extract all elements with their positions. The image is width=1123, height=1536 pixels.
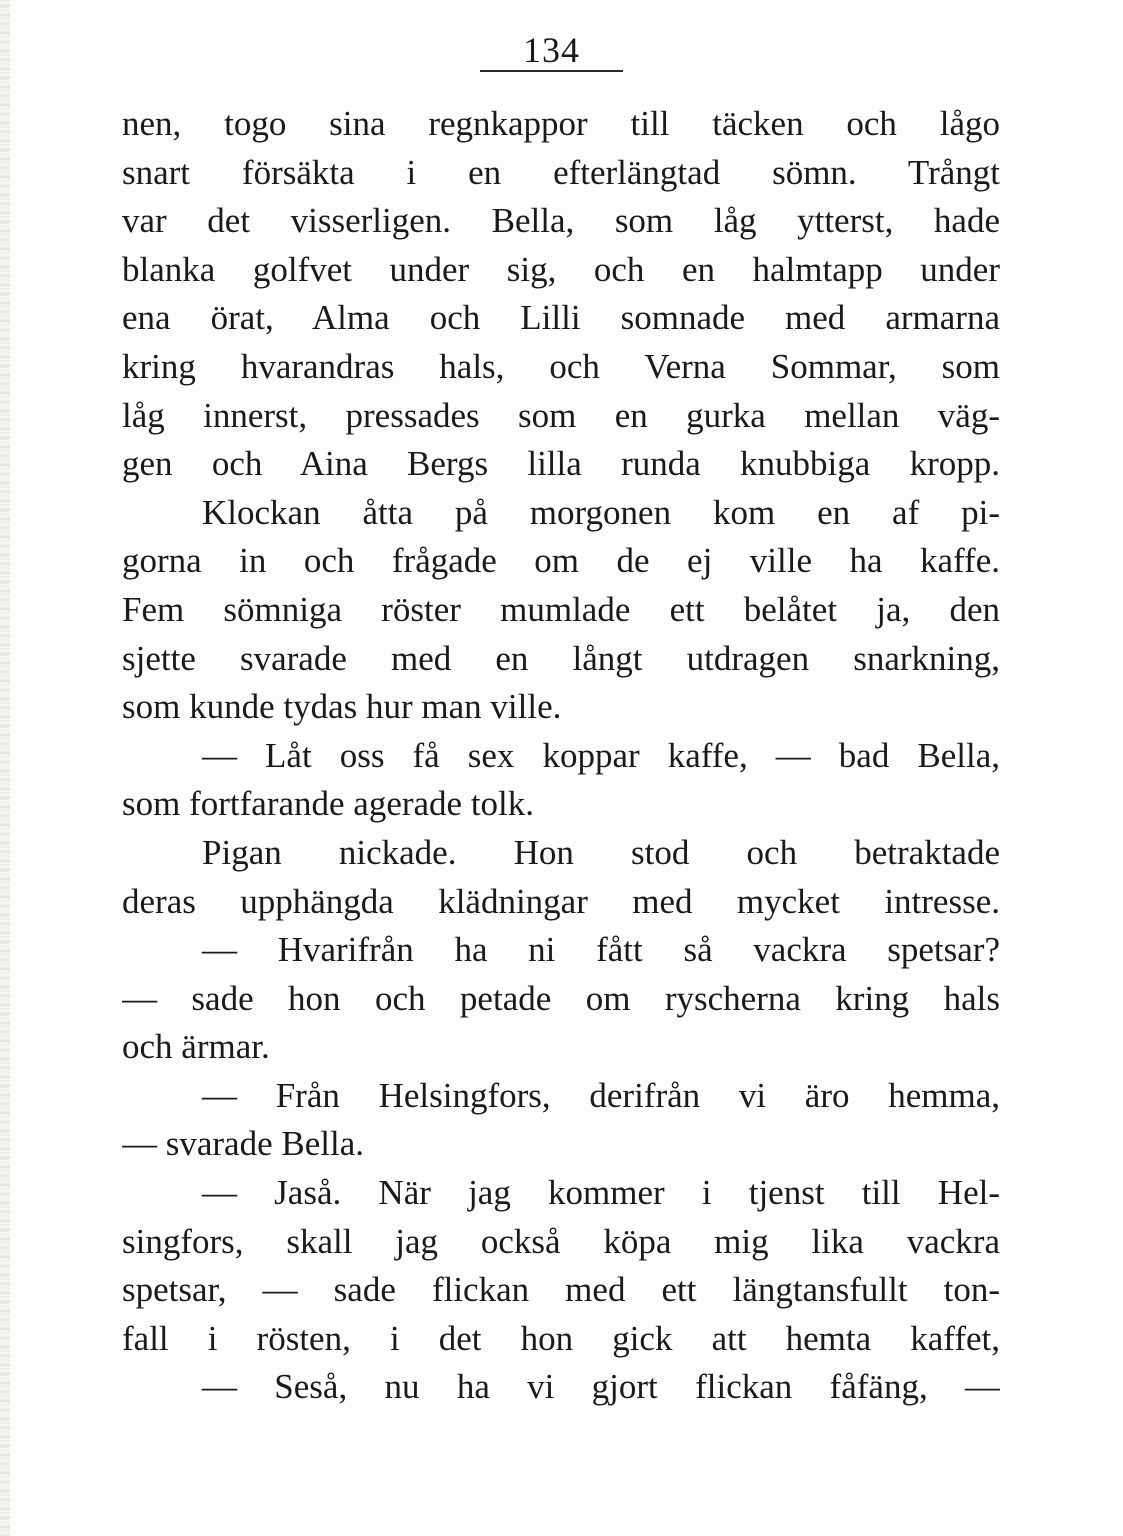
text-line: som fortfarande agerade tolk. — [122, 784, 535, 824]
text-line: sjette svarade med en långt utdragen snarkning, — [122, 638, 1000, 678]
text-line: låg innerst, pressades som en gurka mellan väg- — [122, 395, 1000, 435]
text-line: — Jaså. När jag kommer i tjenst till Hel- — [202, 1173, 1000, 1213]
page-number: 134 — [523, 30, 580, 70]
text-line: — Seså, nu ha vi gjort flickan fåfäng, — — [202, 1367, 1000, 1407]
text-line: gen och Aina Bergs lilla runda knubbiga kropp. — [122, 444, 1000, 484]
text-line: — Från Helsingfors, derifrån vi äro hemma, — [202, 1075, 1000, 1115]
text-line: ena örat, Alma och Lilli somnade med armarna — [122, 298, 1000, 338]
text-line: Klockan åtta på morgonen kom en af pi- — [202, 492, 1000, 532]
text-line: — Låt oss få sex koppar kaffe, — bad Bella, — [202, 735, 1000, 775]
text-line: deras upphängda klädningar med mycket intresse. — [122, 881, 1000, 921]
page-number-rule — [480, 70, 623, 72]
text-line: blanka golfvet under sig, och en halmtapp under — [122, 249, 1000, 289]
page-edge-shadow — [0, 0, 10, 1536]
text-line: var det visserligen. Bella, som låg ytterst, hade — [122, 201, 1000, 241]
text-line: singfors, skall jag också köpa mig lika vackra — [122, 1221, 1000, 1261]
text-line: Fem sömniga röster mumlade ett belåtet ja, den — [122, 589, 1000, 629]
text-line: nen, togo sina regnkappor till täcken och lågo — [122, 104, 1000, 143]
text-line: fall i rösten, i det hon gick att hemta kaffet, — [122, 1318, 1000, 1358]
text-line: gorna in och frågade om de ej ville ha kaffe. — [122, 541, 1000, 581]
text-line: spetsar, — sade flickan med ett längtansfullt ton- — [122, 1270, 1000, 1310]
text-line: Pigan nickade. Hon stod och betraktade — [202, 832, 1000, 872]
text-line: och ärmar. — [122, 1027, 270, 1067]
text-line: — sade hon och petade om ryscherna kring hals — [122, 978, 1000, 1018]
text-line: — Hvarifrån ha ni fått så vackra spetsar? — [202, 930, 1000, 970]
text-line: som kunde tydas hur man ville. — [122, 687, 562, 727]
text-line: — svarade Bella. — [122, 1124, 364, 1164]
text-line: kring hvarandras hals, och Verna Sommar, som — [122, 346, 1000, 386]
text-line: snart försäkta i en efterlängtad sömn. Trångt — [122, 152, 1000, 192]
body-text — [122, 100, 1000, 1412]
